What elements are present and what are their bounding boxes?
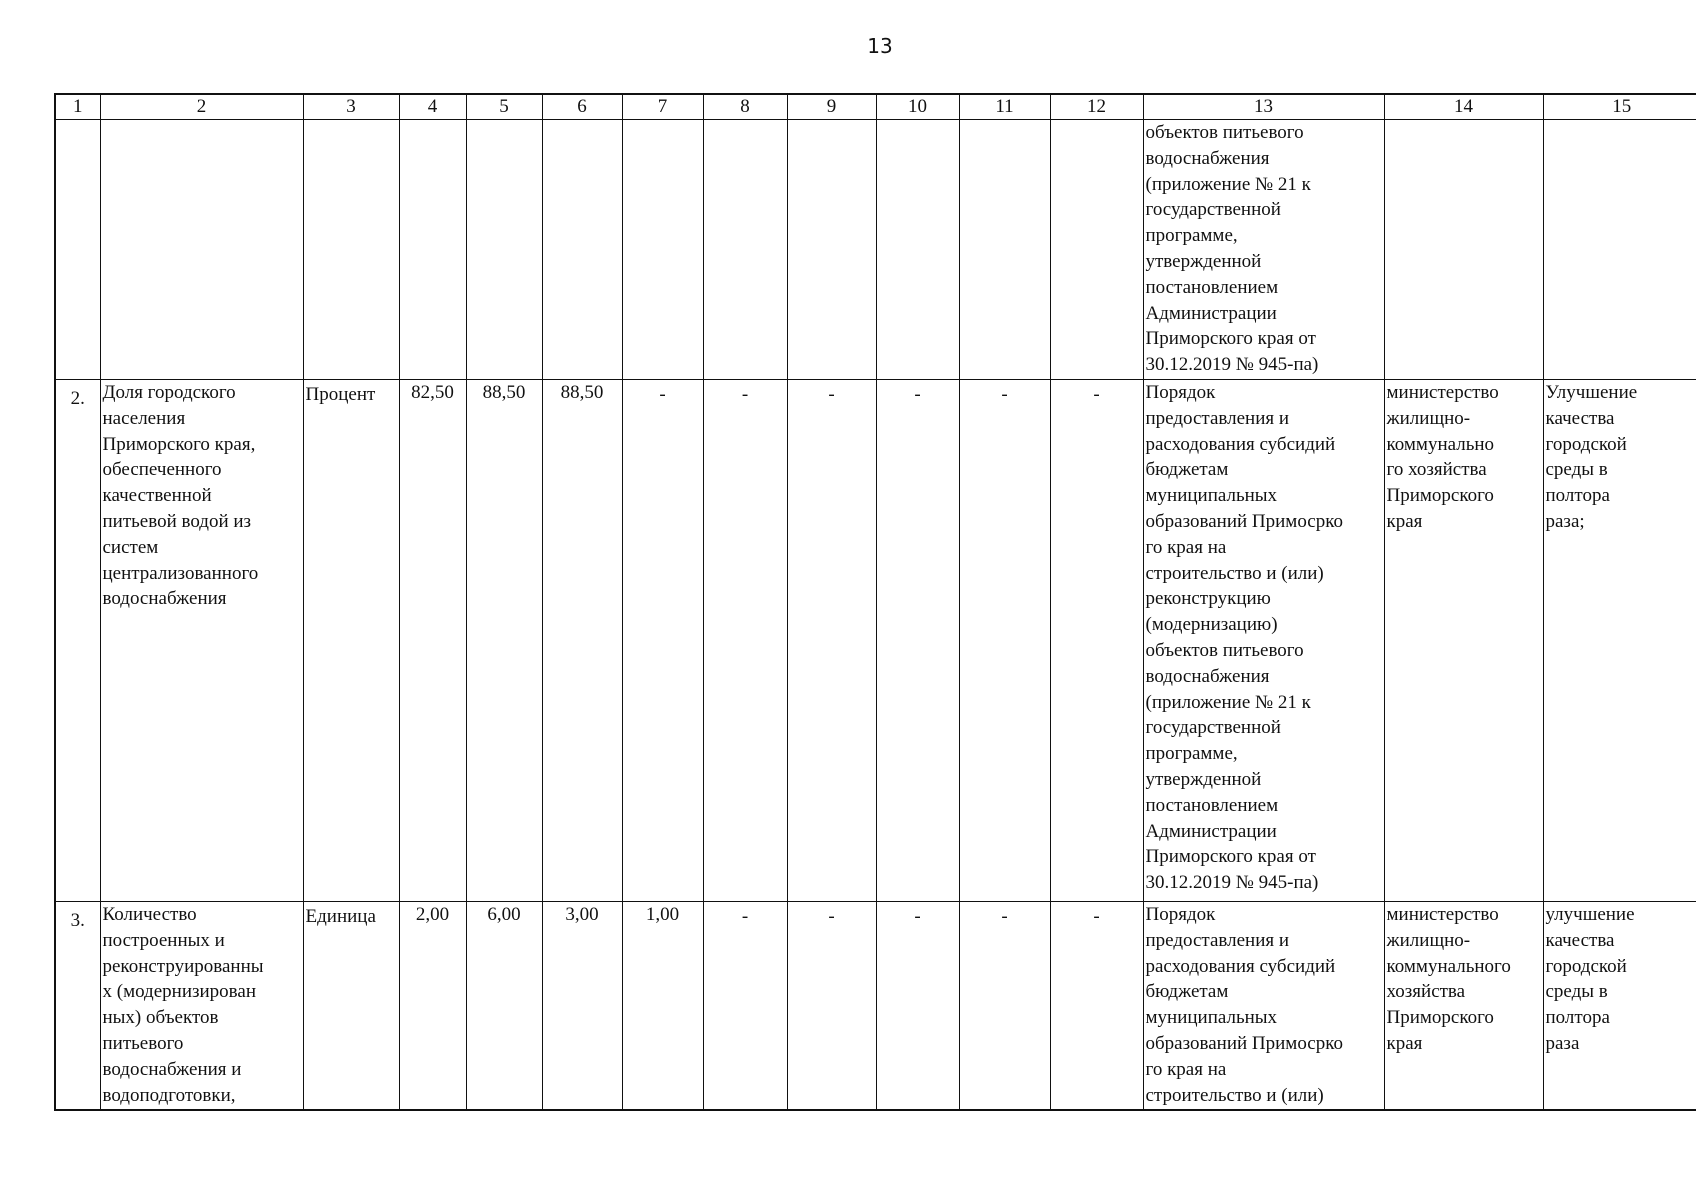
value-cell: - (876, 380, 959, 902)
cell-text-line: расходования субсидий (1145, 433, 1336, 455)
cell-text-line: населения (102, 407, 186, 429)
row-number-cell: 3. (55, 902, 100, 1110)
result-cell (1543, 380, 1696, 902)
value-cell: 88,50 (466, 380, 542, 902)
cell-text-line: утвержденной (1145, 250, 1262, 272)
cell-text-line: Администрации (1145, 302, 1277, 324)
cell-text-line: Приморского (1386, 1007, 1494, 1029)
column-number-cell: 1 (55, 94, 100, 120)
value-cell: - (876, 902, 959, 1110)
value-cell (1050, 120, 1143, 380)
cell-text-line: х (модернизирован (102, 981, 256, 1003)
table-row (55, 380, 1696, 902)
column-number-cell: 12 (1050, 94, 1143, 120)
cell-text-line: го края на (1145, 536, 1227, 558)
value-cell: 2,00 (399, 902, 466, 1110)
cell-text-line: городской (1545, 433, 1627, 455)
column-number-row (55, 94, 1696, 120)
cell-text-line: водоснабжения (102, 588, 227, 610)
cell-text-line: (приложение № 21 к (1145, 173, 1311, 195)
cell-text-line: предоставления и (1145, 929, 1290, 951)
cell-text-line: строительство и (или) (1145, 1084, 1324, 1106)
source-document-cell (1143, 120, 1384, 380)
cell-text-line: качества (1545, 929, 1615, 951)
cell-text-line: жилищно- (1386, 929, 1471, 951)
cell-text-line: построенных и (102, 929, 225, 951)
column-number-cell: 10 (876, 94, 959, 120)
indicator-name-cell (100, 120, 303, 380)
column-number-cell: 2 (100, 94, 303, 120)
row-number-cell (55, 120, 100, 380)
unit-cell (303, 120, 399, 380)
cell-text-line: раза (1545, 1032, 1580, 1054)
cell-text-line: водоснабжения и (102, 1058, 242, 1080)
column-number-cell: 6 (542, 94, 622, 120)
cell-text-line: Администрации (1145, 820, 1277, 842)
value-cell (703, 120, 787, 380)
cell-text-line: утвержденной (1145, 768, 1262, 790)
cell-text-line: (приложение № 21 к (1145, 691, 1311, 713)
cell-text-line: жилищно- (1386, 407, 1471, 429)
cell-text-line: Порядок (1145, 382, 1216, 403)
column-number-cell: 13 (1143, 94, 1384, 120)
value-cell: 1,00 (622, 902, 703, 1110)
value-cell (787, 120, 876, 380)
value-cell (466, 120, 542, 380)
cell-text-line: муниципальных (1145, 1007, 1278, 1029)
value-cell: - (703, 380, 787, 902)
cell-text-line: расходования субсидий (1145, 955, 1336, 977)
cell-text-line: качественной (102, 485, 212, 507)
column-number-cell: 14 (1384, 94, 1543, 120)
cell-text-line: обеспеченного (102, 459, 222, 481)
value-cell: - (1050, 380, 1143, 902)
cell-text-line: систем (102, 536, 159, 558)
cell-text-line: водоподготовки, (102, 1084, 236, 1106)
table-row (55, 120, 1696, 380)
cell-text-line: реконструкцию (1145, 588, 1271, 610)
value-cell: - (622, 380, 703, 902)
cell-text-line: го края на (1145, 1058, 1227, 1080)
value-cell: 88,50 (542, 380, 622, 902)
cell-text-line: объектов питьевого (1145, 639, 1304, 661)
cell-text-line: Приморского (1386, 485, 1494, 507)
cell-text-line: государственной (1145, 717, 1281, 739)
value-cell: 6,00 (466, 902, 542, 1110)
value-cell: - (787, 902, 876, 1110)
cell-text-line: 30.12.2019 № 945-па) (1145, 872, 1319, 894)
source-document-cell (1143, 902, 1384, 1110)
cell-text-line: Количество (102, 904, 197, 925)
value-cell: - (703, 902, 787, 1110)
cell-text-line: края (1386, 510, 1423, 532)
value-cell: - (1050, 902, 1143, 1110)
cell-text-line: министерство (1386, 904, 1499, 925)
cell-text-line: (модернизацию) (1145, 614, 1278, 636)
value-cell: 82,50 (399, 380, 466, 902)
cell-text-line: полтора (1545, 1007, 1610, 1029)
column-number-cell: 11 (959, 94, 1050, 120)
cell-text-line: бюджетам (1145, 981, 1229, 1003)
column-number-cell: 15 (1543, 94, 1696, 120)
column-number-cell: 4 (399, 94, 466, 120)
value-cell: - (959, 380, 1050, 902)
column-number-cell: 7 (622, 94, 703, 120)
unit-cell: Процент (303, 380, 399, 902)
cell-text-line: водоснабжения (1145, 147, 1270, 169)
cell-text-line: коммунально (1386, 433, 1495, 455)
cell-text-line: программе, (1145, 225, 1238, 247)
cell-text-line: Приморского края, (102, 433, 256, 455)
cell-text-line: Доля городского (102, 382, 236, 403)
cell-text-line: реконструированны (102, 955, 264, 977)
cell-text-line: полтора (1545, 485, 1610, 507)
cell-text-line: 30.12.2019 № 945-па) (1145, 354, 1319, 376)
responsible-body-cell (1384, 380, 1543, 902)
value-cell (399, 120, 466, 380)
row-number-cell: 2. (55, 380, 100, 902)
cell-text-line: муниципальных (1145, 485, 1278, 507)
cell-text-line: хозяйства (1386, 981, 1466, 1003)
cell-text-line: коммунального (1386, 955, 1511, 977)
cell-text-line: программе, (1145, 743, 1238, 765)
indicator-name-cell (100, 902, 303, 1110)
cell-text-line: раза; (1545, 510, 1585, 532)
column-number-cell: 5 (466, 94, 542, 120)
cell-text-line: бюджетам (1145, 459, 1229, 481)
value-cell: 3,00 (542, 902, 622, 1110)
cell-text-line: Улучшение (1545, 382, 1638, 403)
cell-text-line: среды в (1545, 981, 1608, 1003)
cell-text-line: качества (1545, 407, 1615, 429)
value-cell (622, 120, 703, 380)
cell-text-line: государственной (1145, 199, 1281, 221)
result-cell (1543, 120, 1696, 380)
value-cell: - (959, 902, 1050, 1110)
cell-text-line: Приморского края от (1145, 846, 1316, 868)
cell-text-line: края (1386, 1032, 1423, 1054)
cell-text-line: образований Примосрко (1145, 1032, 1343, 1054)
responsible-body-cell (1384, 120, 1543, 380)
page-number: 13 (867, 34, 893, 58)
responsible-body-cell (1384, 902, 1543, 1110)
cell-text-line: улучшение (1545, 904, 1635, 925)
indicator-name-cell (100, 380, 303, 902)
value-cell (542, 120, 622, 380)
cell-text-line: питьевой водой из (102, 510, 252, 532)
cell-text-line: министерство (1386, 382, 1499, 403)
source-document-cell (1143, 380, 1384, 902)
cell-text-line: объектов питьевого (1145, 122, 1304, 143)
indicators-table (54, 93, 1696, 1111)
cell-text-line: среды в (1545, 459, 1608, 481)
unit-cell: Единица (303, 902, 399, 1110)
cell-text-line: предоставления и (1145, 407, 1290, 429)
cell-text-line: постановлением (1145, 794, 1279, 816)
cell-text-line: образований Примосрко (1145, 510, 1343, 532)
cell-text-line: строительство и (или) (1145, 562, 1324, 584)
cell-text-line: постановлением (1145, 276, 1279, 298)
cell-text-line: го хозяйства (1386, 459, 1487, 481)
value-cell (876, 120, 959, 380)
value-cell (959, 120, 1050, 380)
cell-text-line: централизованного (102, 562, 259, 584)
cell-text-line: водоснабжения (1145, 665, 1270, 687)
cell-text-line: городской (1545, 955, 1627, 977)
cell-text-line: Приморского края от (1145, 328, 1316, 350)
column-number-cell: 8 (703, 94, 787, 120)
cell-text-line: питьевого (102, 1032, 184, 1054)
cell-text-line: ных) объектов (102, 1007, 219, 1029)
value-cell: - (787, 380, 876, 902)
result-cell (1543, 902, 1696, 1110)
column-number-cell: 9 (787, 94, 876, 120)
column-number-cell: 3 (303, 94, 399, 120)
cell-text-line: Порядок (1145, 904, 1216, 925)
table-row (55, 902, 1696, 1110)
